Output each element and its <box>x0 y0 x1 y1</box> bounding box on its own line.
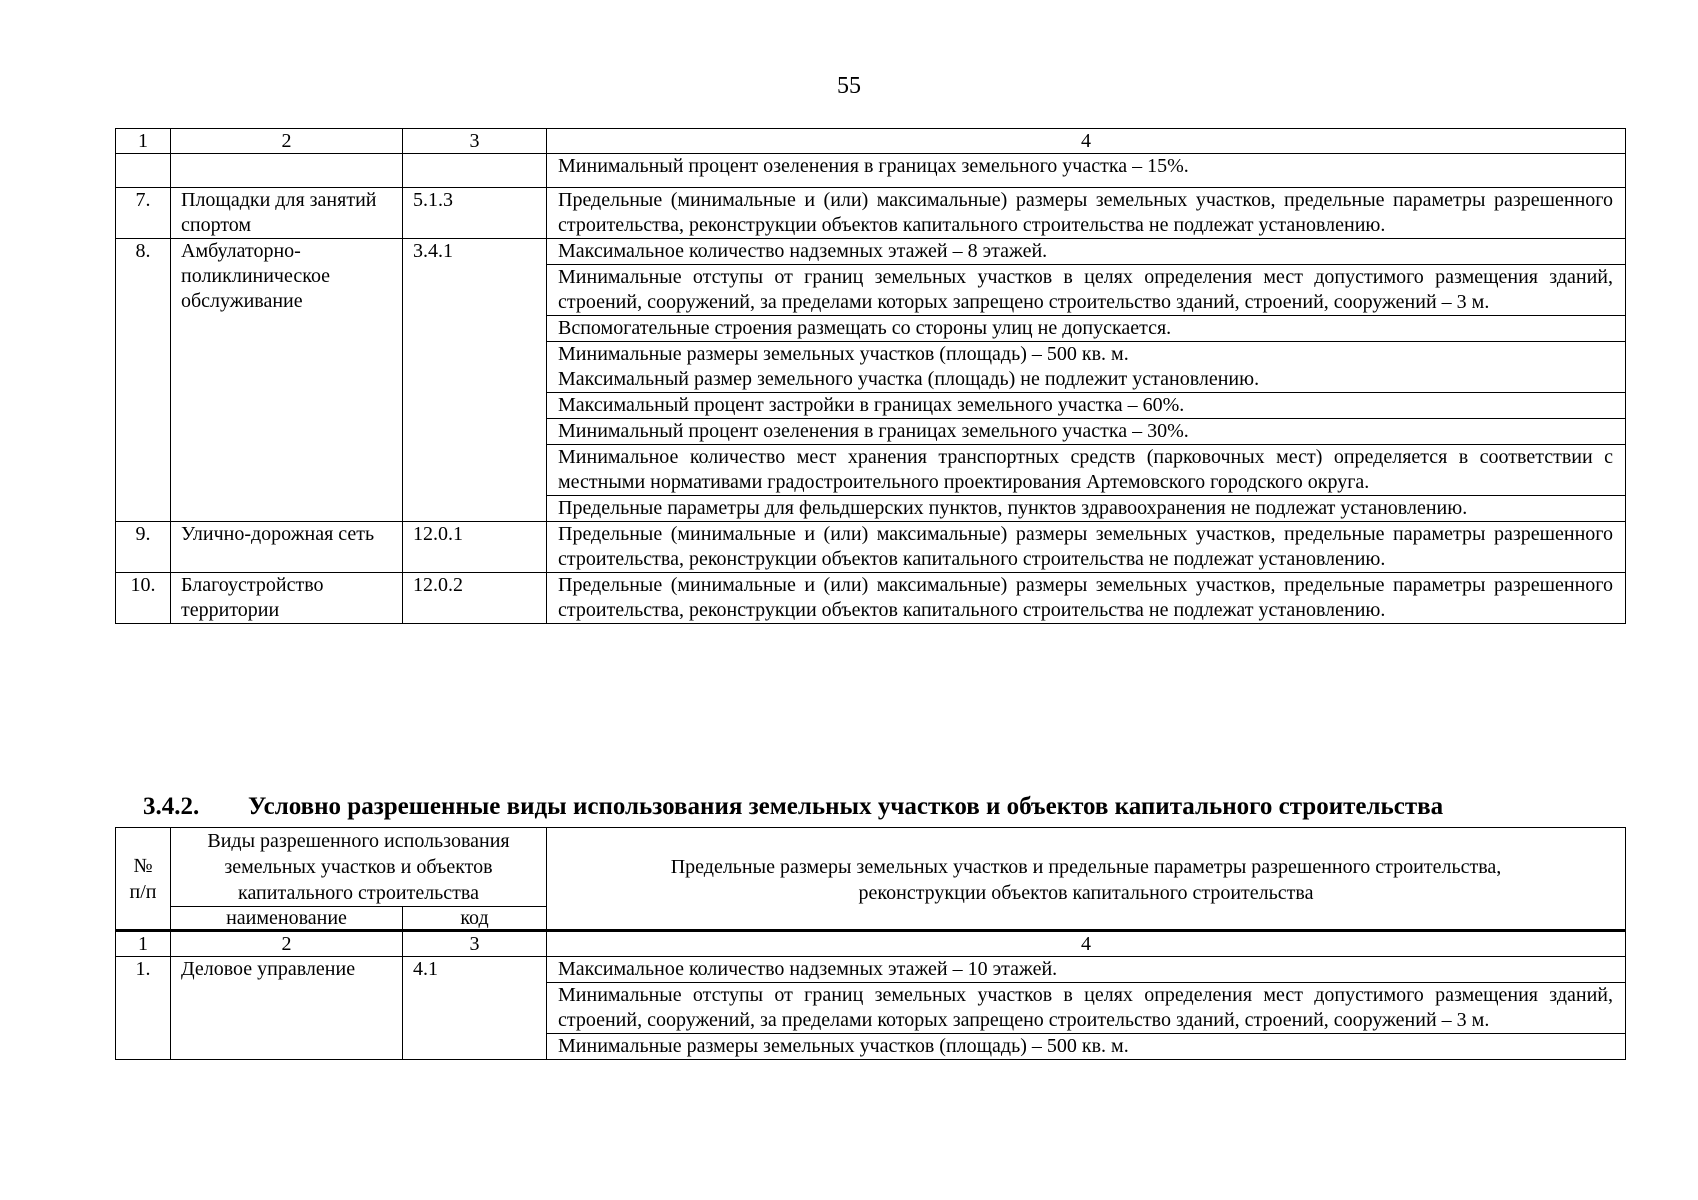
table-row <box>116 573 1626 624</box>
table-cell <box>171 154 403 188</box>
requirement-text: Минимальный процент озеленения в границах земельного участка – 30%. <box>547 419 1626 445</box>
col-number-3: 3 <box>403 129 547 154</box>
section-heading <box>143 791 1623 823</box>
table-row <box>116 188 1626 239</box>
header-name-col: наименование <box>171 907 403 931</box>
use-type-code: 3.4.1 <box>403 239 547 522</box>
table-cell <box>403 154 547 188</box>
requirement-text: Предельные (минимальные и (или) максимальные) размеры земельных участков, предельные параметры разрешенного строительства, реконструкции объектов капитального строительства не подлежат установлению. <box>547 522 1626 573</box>
table-header-row <box>116 828 1626 907</box>
header-num-col: № п/п <box>116 828 171 931</box>
requirement-text: Максимальный процент застройки в границах земельного участка – 60%. <box>547 393 1626 419</box>
requirement-text: Максимальное количество надземных этажей – 10 этажей. <box>547 957 1626 983</box>
row-number: 9. <box>116 522 171 573</box>
requirement-text: Вспомогательные строения размещать со стороны улиц не допускается. <box>547 316 1626 342</box>
section-number: 3.4.2. <box>143 793 200 820</box>
requirement-text: Минимальные размеры земельных участков (площадь) – 500 кв. м. <box>547 1034 1626 1060</box>
requirement-text: Предельные (минимальные и (или) максимальные) размеры земельных участков, предельные параметры разрешенного строительства, реконструкции объектов капитального строительства не подлежат установлению. <box>547 188 1626 239</box>
use-type-name: Площадки для занятий спортом <box>171 188 403 239</box>
use-type-code: 12.0.2 <box>403 573 547 624</box>
use-type-name: Улично-дорожная сеть <box>171 522 403 573</box>
requirement-text: Минимальные размеры земельных участков (площадь) – 500 кв. м. Максимальный размер земельного участка (площадь) не подлежит установлению. <box>547 342 1626 393</box>
requirement-text: Максимальное количество надземных этажей – 8 этажей. <box>547 239 1626 265</box>
header-params-col: Предельные размеры земельных участков и предельные параметры разрешенного строительства, реконструкции объектов капитального строительства <box>547 828 1626 931</box>
permitted-use-table-continued <box>115 128 1626 624</box>
col-number-2: 2 <box>171 129 403 154</box>
use-type-code: 4.1 <box>403 957 547 1060</box>
row-number: 10. <box>116 573 171 624</box>
row-number: 8. <box>116 239 171 522</box>
col-number-4: 4 <box>547 931 1626 957</box>
page-number: 55 <box>837 73 861 99</box>
col-number-4: 4 <box>547 129 1626 154</box>
use-type-code: 12.0.1 <box>403 522 547 573</box>
col-number-1: 1 <box>116 129 171 154</box>
table-row <box>116 522 1626 573</box>
requirement-text: Минимальные отступы от границ земельных участков в целях определения мест допустимого размещения зданий, строений, сооружений, за пределами которых запрещено строительство зданий, строений, сооружений – 3 м. <box>547 265 1626 316</box>
requirement-text: Минимальные отступы от границ земельных участков в целях определения мест допустимого размещения зданий, строений, сооружений, за пределами которых запрещено строительство зданий, строений, сооружений – 3 м. <box>547 983 1626 1034</box>
header-use-types: Виды разрешенного использования земельных участков и объектов капитального строительства <box>171 828 547 907</box>
col-number-3: 3 <box>403 931 547 957</box>
column-number-row <box>116 129 1626 154</box>
use-type-name: Благоустройство территории <box>171 573 403 624</box>
row-number: 1. <box>116 957 171 1060</box>
header-code-col: код <box>403 907 547 931</box>
continuation-row <box>116 154 1626 188</box>
use-type-name: Деловое управление <box>171 957 403 1060</box>
col-number-2: 2 <box>171 931 403 957</box>
requirement-text: Минимальное количество мест хранения транспортных средств (парковочных мест) определяется в соответствии с местными нормативами градостроительного проектирования Артемовского городского округа. <box>547 445 1626 496</box>
use-type-code: 5.1.3 <box>403 188 547 239</box>
use-type-name: Амбулаторно-поликлиническое обслуживание <box>171 239 403 522</box>
requirement-text: Предельные (минимальные и (или) максимальные) размеры земельных участков, предельные параметры разрешенного строительства, реконструкции объектов капитального строительства не подлежат установлению. <box>547 573 1626 624</box>
row-number: 7. <box>116 188 171 239</box>
table-cell <box>116 154 171 188</box>
table-row <box>116 957 1626 983</box>
section-title: Условно разрешенные виды использования земельных участков и объектов капитального строительства <box>248 793 1444 820</box>
table-row <box>116 239 1626 265</box>
requirement-text: Предельные параметры для фельдшерских пунктов, пунктов здравоохранения не подлежат установлению. <box>547 496 1626 522</box>
col-number-1: 1 <box>116 931 171 957</box>
conditional-use-table <box>115 827 1626 1060</box>
requirement-text: Минимальный процент озеленения в границах земельного участка – 15%. <box>547 154 1626 188</box>
column-number-row <box>116 931 1626 957</box>
